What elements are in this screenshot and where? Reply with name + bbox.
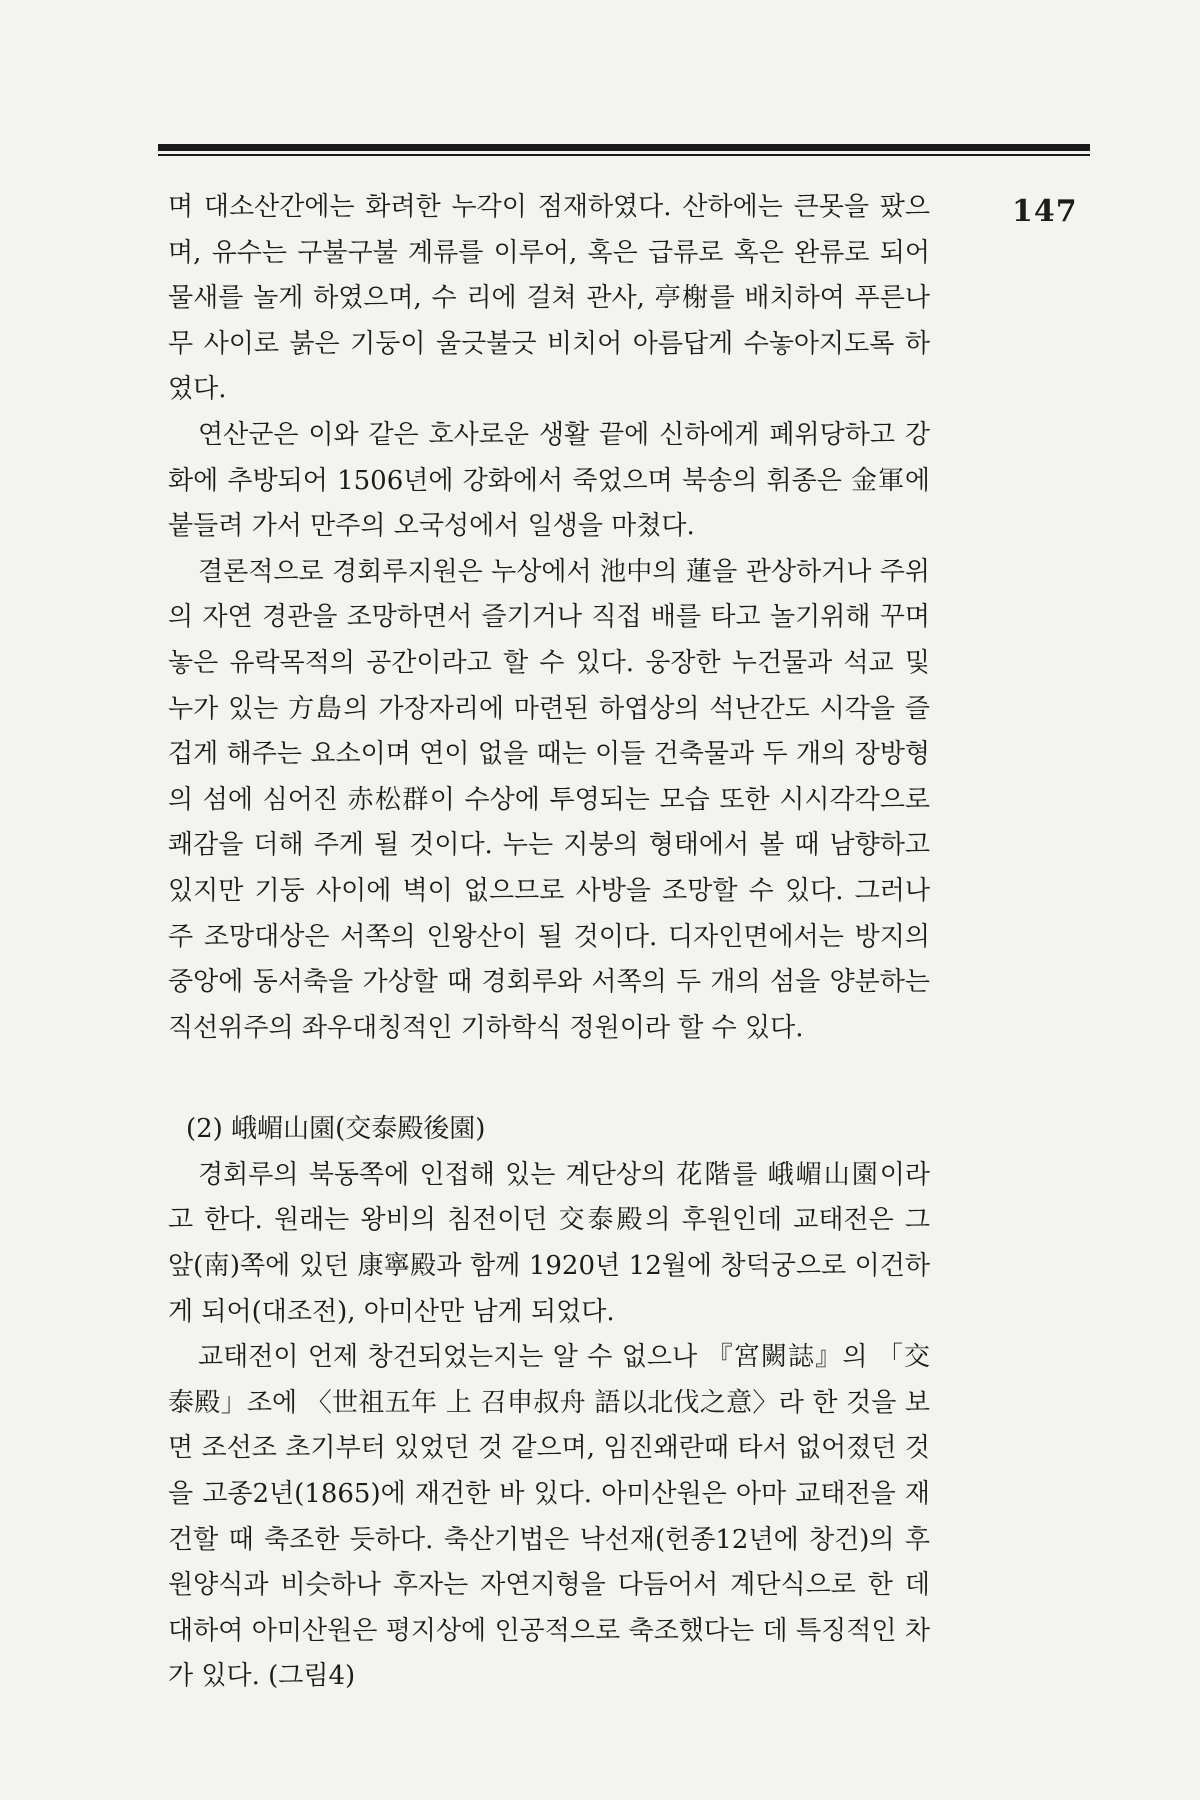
section-heading: (2) 峨嵋山園(交泰殿後園) [186,1114,486,1145]
page-number: 147 [1012,194,1078,229]
paragraph-yeonsangun: 연산군은 이와 같은 호사로운 생활 끝에 신하에게 폐위당하고 강화에 추방되어 1506년에 강화에서 죽었으며 북송의 휘종은 金軍에 붙들려 가서 만주의 오국성에서 일생을 마쳤다. [168,419,930,542]
body-text [168,185,930,1700]
paragraph-amisan-history: 교태전이 언제 창건되었는지는 알 수 없으나 『宮闕誌』의 「交泰殿」조에 〈世祖五年 上 召申叔舟 語以北伐之意〉라 한 것을 보면 조선조 초기부터 있었던 것 같으며, 임진왜란때 타서 없어졌던 것을 고종2년(1865)에 재건한 바 있다. 아미산원은 아마 교태전을 재건할 때 축조한 듯하다. 축산기법은 낙선재(헌종12년에 창건)의 후원양식과 비슷하나 후자는 자연지형을 다듬어서 계단식으로 한 데 대하여 아미산원은 평지상에 인공적으로 축조했다는 데 특징적인 차가 있다. (그림4) [168,1342,930,1692]
paragraph-continued: 며 대소산간에는 화려한 누각이 점재하였다. 산하에는 큰못을 팠으며, 유수는 구불구불 계류를 이루어, 혹은 급류로 혹은 완류로 되어 물새를 놀게 하였으며, 수 리에 걸쳐 관사, 亭榭를 배치하여 푸른나무 사이로 붉은 기둥이 울긋불긋 비치어 아름답게 수놓아지도록 하였다. [168,192,930,405]
paragraph-amisan-intro: 경회루의 북동쪽에 인접해 있는 계단상의 花階를 峨嵋山園이라고 한다. 원래는 왕비의 침전이던 交泰殿의 후원인데 교태전은 그 앞(南)쪽에 있던 康寧殿과 함께 1920년 12월에 창덕궁으로 이건하게 되어(대조전), 아미산만 남게 되었다. [168,1159,930,1327]
paragraph-conclusion: 결론적으로 경회루지원은 누상에서 池中의 蓮을 관상하거나 주위의 자연 경관을 조망하면서 즐기거나 직접 배를 타고 놀기위해 꾸며놓은 유락목적의 공간이라고 할 수 있다. 웅장한 누건물과 석교 및 누가 있는 方島의 가장자리에 마련된 하엽상의 석난간도 시각을 즐겁게 해주는 요소이며 연이 없을 때는 이들 건축물과 두 개의 장방형의 섬에 심어진 赤松群이 수상에 투영되는 모습 또한 시시각각으로 쾌감을 더해 주게 될 것이다. 누는 지붕의 형태에서 볼 때 남향하고 있지만 기둥 사이에 벽이 없으므로 사방을 조망할 수 있다. 그러나 주 조망대상은 서쪽의 인왕산이 될 것이다. 디자인면에서는 방지의 중앙에 동서축을 가상할 때 경회루와 서쪽의 두 개의 섬을 양분하는 직선위주의 좌우대칭적인 기하학식 정원이라 할 수 있다. [168,556,930,1043]
header-rule [158,144,1090,156]
header-rule-thick [158,144,1090,151]
header-rule-thin [158,154,1090,156]
